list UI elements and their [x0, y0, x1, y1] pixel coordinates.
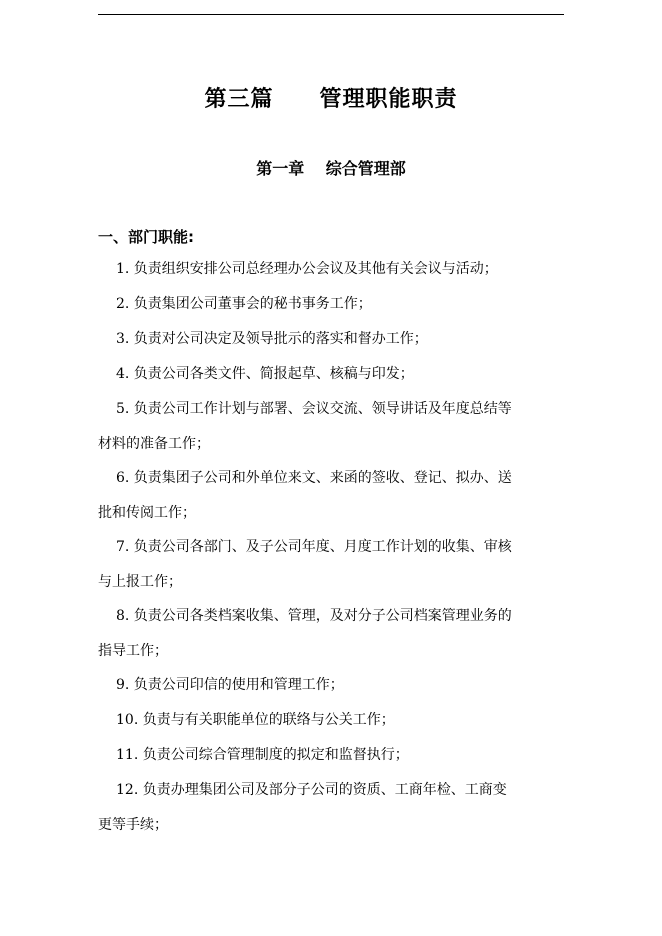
duty-item-continuation: 更等手续； [98, 816, 168, 833]
duty-item-9 [98, 668, 566, 703]
duty-item-1 [98, 252, 566, 287]
duty-item-6 [98, 461, 566, 530]
header-rule [98, 14, 564, 15]
duty-item-text: 12. 负责办理集团公司及部分子公司的资质、工商年检、工商变 [116, 782, 507, 798]
duty-item-continuation: 材料的准备工作； [98, 435, 210, 452]
duty-item-12 [98, 773, 566, 842]
duty-item-text: 9. 负责公司印信的使用和管理工作； [116, 677, 344, 693]
part-title: 第三篇 管理职能职责 [204, 87, 458, 112]
duty-item-continuation: 指导工作； [98, 642, 168, 659]
duty-item-text: 2. 负责集团公司董事会的秘书事务工作； [116, 296, 372, 312]
duty-item-continuation: 批和传阅工作； [98, 504, 196, 521]
duty-item-text: 1. 负责组织安排公司总经理办公会议及其他有关会议与活动； [116, 261, 498, 277]
duty-item-4 [98, 357, 566, 392]
duty-item-7 [98, 530, 566, 599]
duty-item-5 [98, 392, 566, 461]
duty-item-text: 7. 负责公司各部门、及子公司年度、月度工作计划的收集、审核 [116, 539, 512, 555]
duty-item-text: 4. 负责公司各类文件、简报起草、核稿与印发； [116, 366, 414, 382]
duty-item-continuation: 与上报工作； [98, 573, 182, 590]
duty-item-2 [98, 287, 566, 322]
duty-item-8 [98, 599, 566, 668]
duty-item-text: 5. 负责公司工作计划与部署、会议交流、领导讲话及年度总结等 [116, 401, 512, 417]
duty-item-text: 11. 负责公司综合管理制度的拟定和监督执行； [116, 747, 409, 763]
duty-item-text: 10. 负责与有关职能单位的联络与公关工作； [116, 712, 395, 728]
duty-item-text: 8. 负责公司各类档案收集、管理，及对分子公司档案管理业务的 [116, 608, 512, 624]
duty-item-text: 3. 负责对公司决定及领导批示的落实和督办工作； [116, 331, 428, 347]
section-heading: 一、部门职能: [98, 228, 194, 246]
duty-item-3 [98, 322, 566, 357]
chapter-title: 第一章 综合管理部 [256, 159, 406, 178]
duty-item-11 [98, 738, 566, 773]
duty-item-10 [98, 703, 566, 738]
duty-item-text: 6. 负责集团子公司和外单位来文、来函的签收、登记、拟办、送 [116, 470, 512, 486]
